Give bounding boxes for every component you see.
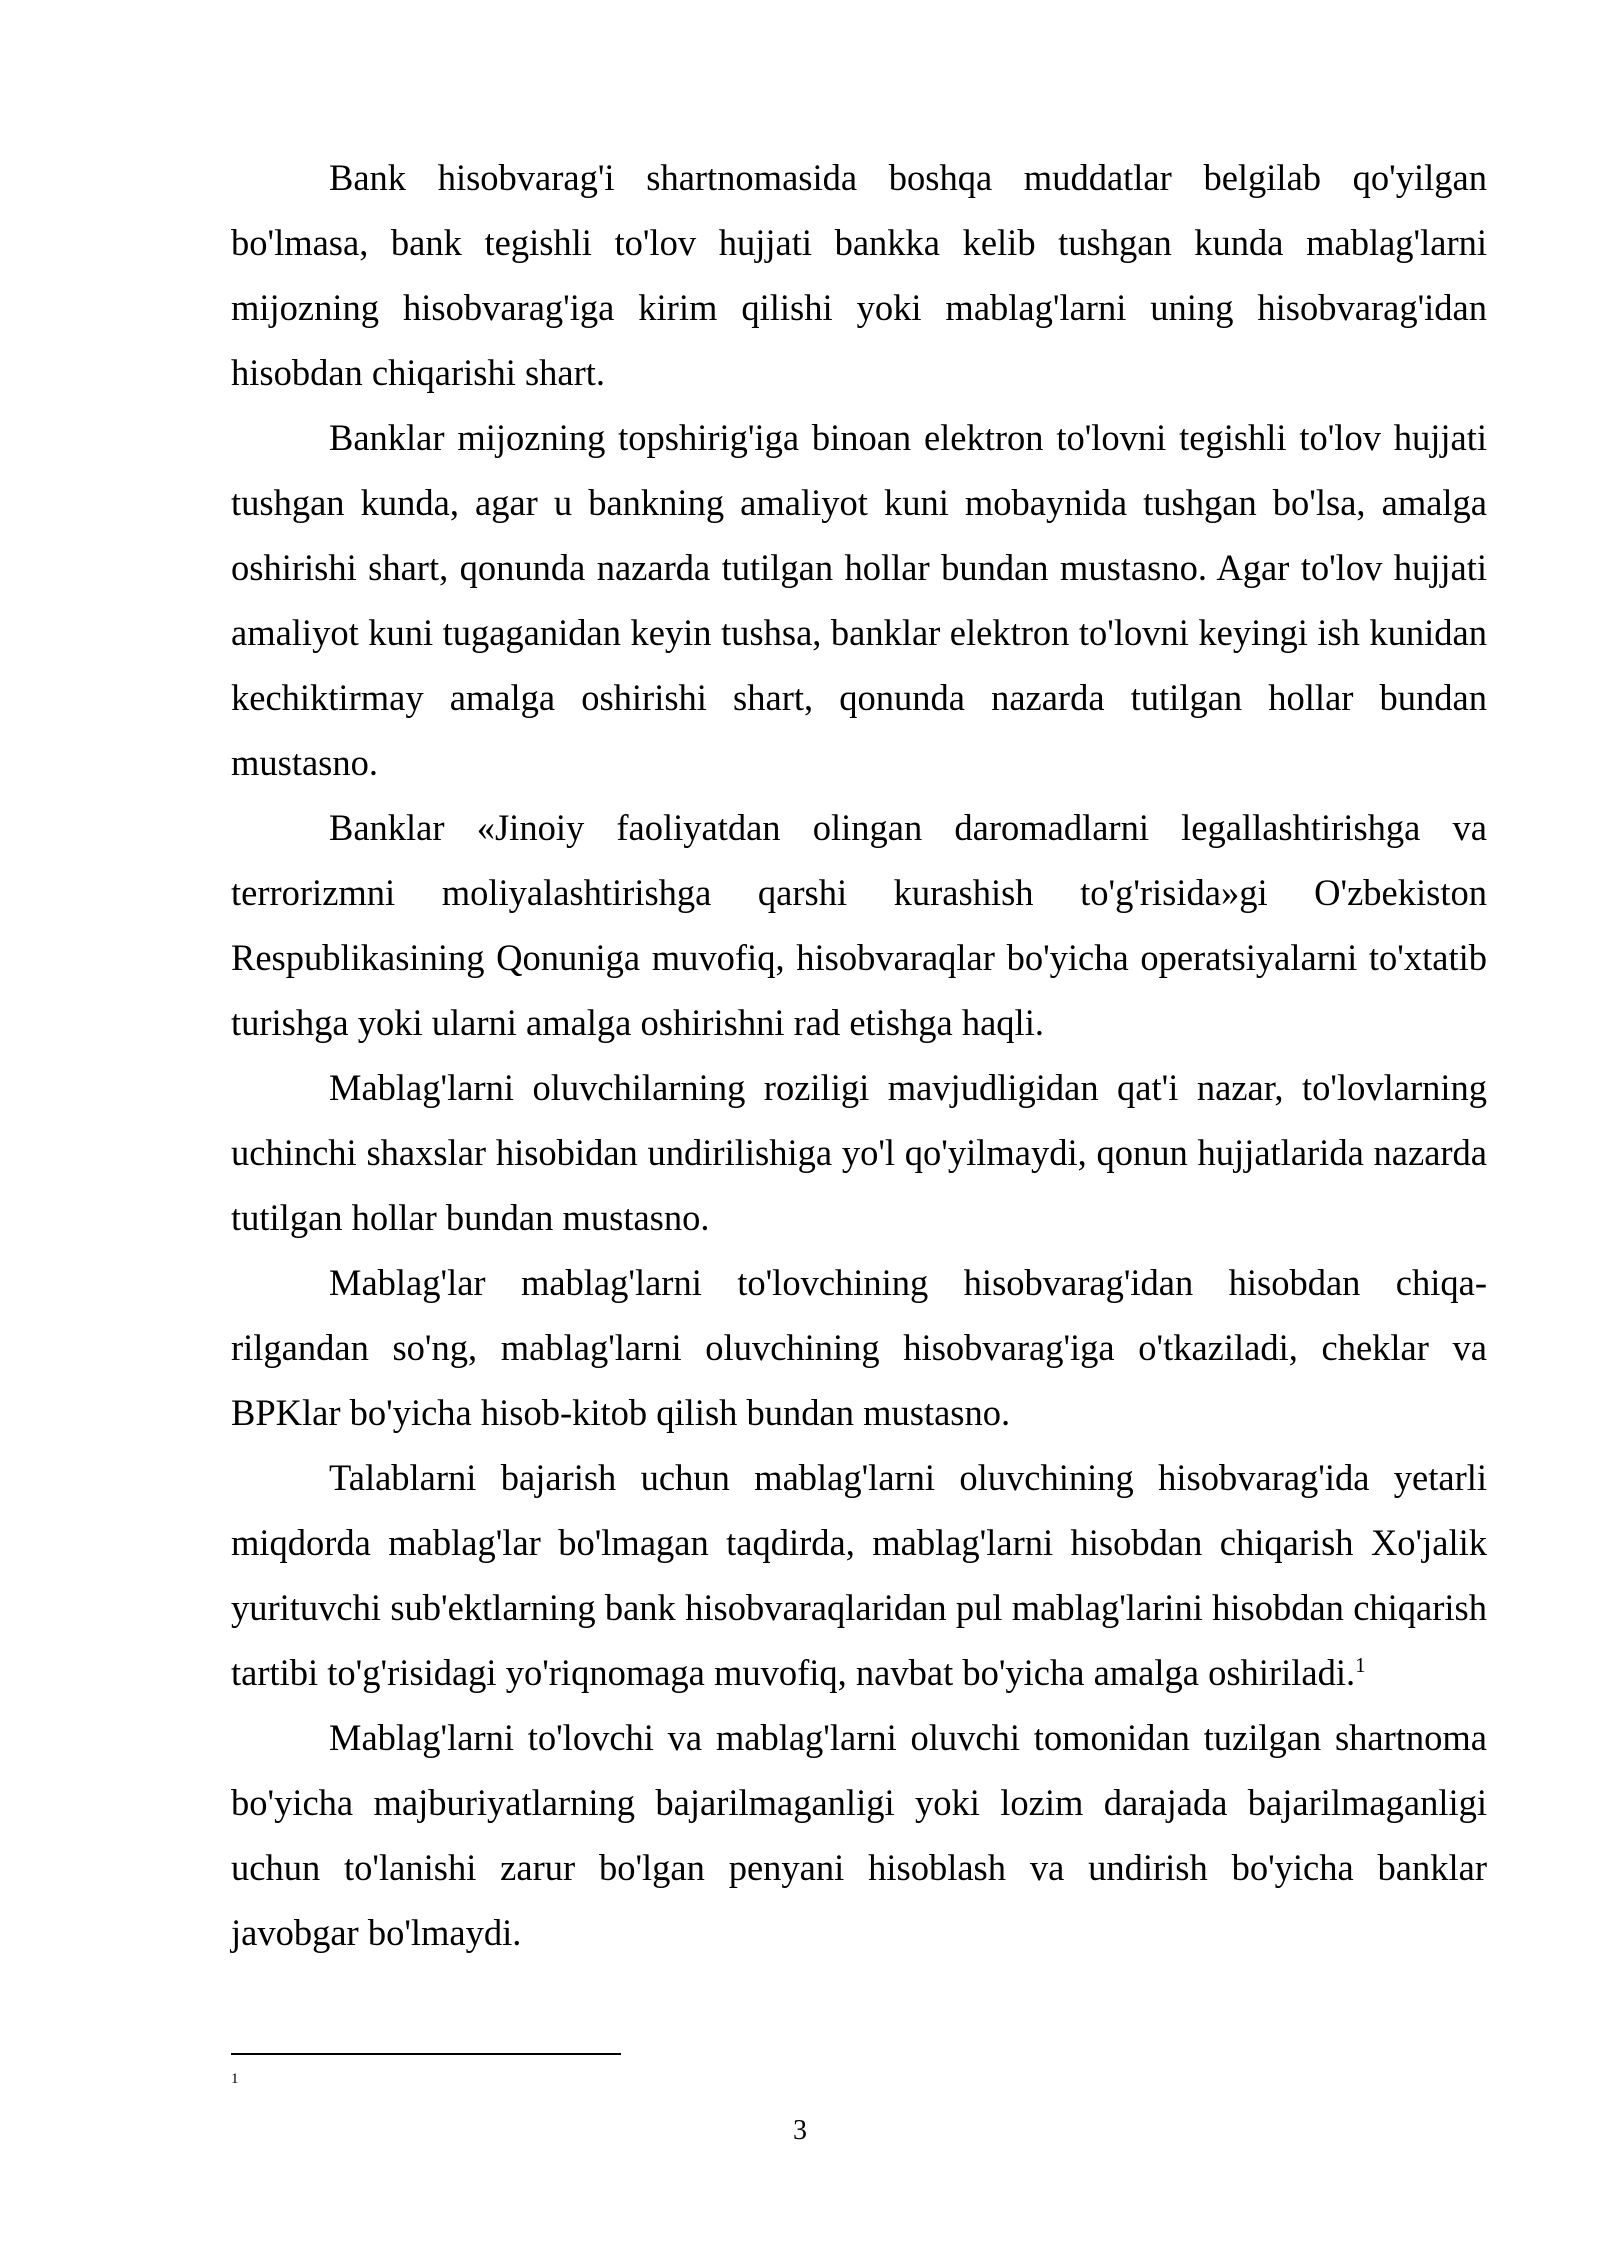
footnote-reference[interactable]: 1 (1355, 1652, 1366, 1677)
paragraph-6-text: Talablarni bajarish uchun mablag'larni oluvchining hisobvarag'ida yetarli miqdorda mablag'lar bo'lmagan taqdirda, mablag'larni hisobdan chiqarish Xo'jalik yurituvchi sub'ektlarning bank hisobvaraqlaridan pul mablag'larini hisobdan chiqarish tartibi to'g'risidagi yo'riqnomaga muvofiq, navbat bo'yicha amalga oshiriladi. (231, 1457, 1487, 1693)
paragraph-5: Mablag'lar mablag'larni to'lovchining hisobvarag'idan hisobdan chiqa-rilgandan so'ng, mablag'larni oluvchining hisobvarag'iga o'tkaziladi, cheklar va BPKlar bo'yicha hisob-kitob qilish bundan mustasno. (231, 1262, 1487, 1433)
paragraph-7: Mablag'larni to'lovchi va mablag'larni oluvchi tomonidan tuzilgan shartnoma bo'yicha majburiyatlarning bajarilmaganligi yoki lozim darajada bajarilmaganligi uchun to'lanishi zarur bo'lgan penyani hisoblash va undirish bo'yicha banklar javobgar bo'lmaydi. (231, 1717, 1487, 1953)
paragraph-3: Banklar «Jinoiy faoliyatdan olingan daromadlarni legallashtirishga va terrorizmni moliyalashtirishga qarshi kurashish to'g'risida»gi O'zbekiston Respublikasining Qonuniga muvofiq, hisobvaraqlar bo'yicha operatsiyalarni to'xtatib turishga yoki ularni amalga oshirishni rad etishga haqli. (231, 807, 1487, 1043)
paragraph-1: Bank hisobvarag'i shartnomasida boshqa muddatlar belgilab qo'yilgan bo'lmasa, bank tegishli to'lov hujjati bankka kelib tushgan kunda mablag'larni mijozning hisobvarag'iga kirim qilishi yoki mablag'larni uning hisobvarag'idan hisobdan chiqarishi shart. (231, 157, 1487, 393)
paragraph-6 (231, 1445, 1487, 1705)
footnote: 1 (231, 2071, 239, 2087)
paragraph-2: Banklar mijozning topshirig'iga binoan elektron to'lovni tegishli to'lov hujjati tushgan kunda, agar u bankning amaliyot kuni mobaynida tushgan bo'lsa, amalga oshirishi shart, qonunda nazarda tutilgan hollar bundan mustasno. Agar to'lov hujjati amaliyot kuni tugaganidan keyin tushsa, banklar elektron to'lovni keyingi ish kunidan kechiktirmay amalga oshirishi shart, qonunda nazarda tutilgan hollar bundan mustasno. (231, 417, 1487, 783)
paragraph-4: Mablag'larni oluvchilarning roziligi mavjudligidan qat'i nazar, to'lovlarning uchinchi shaxslar hisobidan undirilishiga yo'l qo'yilmaydi, qonun hujjatlarida nazarda tutilgan hollar bundan mustasno. (231, 1067, 1487, 1238)
page-body (231, 145, 1487, 1965)
page-number: 3 (793, 2115, 807, 2146)
footnote-separator (231, 2053, 621, 2055)
